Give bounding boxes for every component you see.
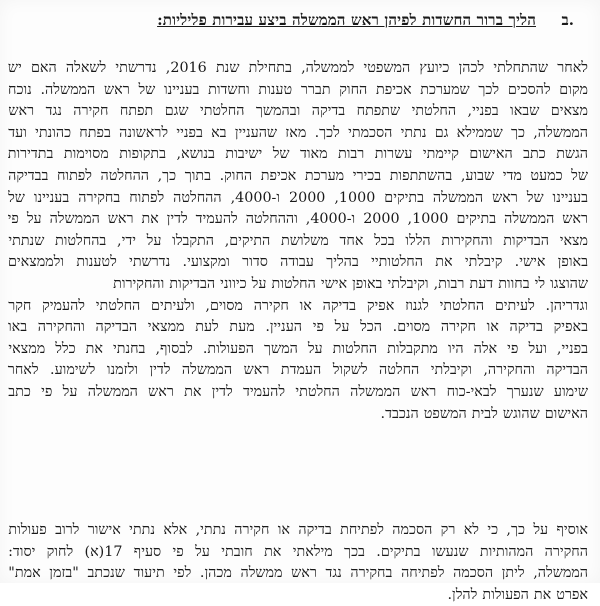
text-line: אפרט את הפעולות להלן. (447, 586, 588, 603)
section-heading (0, 9, 600, 35)
text-line: בפניי, ועל פי אלה היו מתקבלות החלטות על המשך הפעולות. לבסוף, בחנתי את כלל ממצאי (8, 340, 588, 357)
text-line: וגדריהן. לעיתים החלטתי לגנוז אפיק בדיקה או חקירה מסוים, ולעיתים החלטתי להעמיק חקר (8, 297, 588, 314)
text-line: האישום שהוגש לבית המשפט הנכבד. (380, 405, 588, 422)
text-line: מצאי הבדיקות והחקירות הללו בכל אחד משלושת התיקים, התקבלו על ידי, בהחלטות שנתתי (8, 232, 588, 249)
text-line: ראש הממשלה בתיקים 1000, 2000 ו-4000, וההחלטה להעמיד לדין את ראש הממשלה על פי (7, 211, 588, 228)
paragraph-followup (8, 520, 588, 606)
text-line: של כמעט מדי שבוע, בהשתתפות בכירי מערכת אכיפת החוק. בתוך כך, ההחלטה לפתוח בבדיקה (8, 167, 588, 184)
text-line: מקום להסכים לכך שמערכת אכיפת החוק תברר טענות וחשדות בעניינו של ראש הממשלה. נוכח (8, 81, 588, 98)
paragraph-main (8, 58, 588, 425)
section-letter: ב. (561, 11, 574, 29)
text-line: הממשלה, כך שממילא גם נתתי הסכמתי לכך. מאז שהעניין בא בפניי לראשונה בפתח כהונתי ועד (8, 124, 588, 141)
text-line: בעניינו של ראש הממשלה בתיקים 1000, 2000 ו-4000, ההחלטה לפתוח בחקירה בעניינו של (8, 189, 588, 206)
text-line: שימוע שנערך לבאי-כוח ראש הממשלה החלטתי להעמיד לדין את ראש הממשלה על פי כתב (8, 383, 588, 400)
text-line: לאחר שהתחלתי לכהן כיועץ המשפטי לממשלה, בתחילת שנת 2016, נדרשתי לשאלה האם יש (7, 60, 588, 76)
text-line: הבדיקה והחקירה, וקיבלתי החלטה לשקול העמדת ראש הממשלה לדין ולזמנו לשימוע. לאחר (7, 362, 588, 379)
text-line: החקירה המהותיות שנעשו בתיקים. בכך מילאתי את חובתי על פי סעיף 17(א) לחוק יסוד: (8, 543, 588, 560)
text-line: מצאים שבאו בפניי, החלטתי שתפתח בדיקה ובהמשך החלטתי שגם תפתח חקירה נגד ראש (8, 103, 588, 120)
text-line: הגשת כתב האישום קיימתי עשרות רבות מאוד של ישיבות בנושא, בתקופות מסוימות בתדירות (7, 146, 588, 163)
text-line: הממשלה, ליתן הסכמה לפתיחה בחקירה נגד ראש ממשלה מכהן. לפי תיעוד שנכתב "בזמן אמת" (8, 565, 588, 582)
text-line: אוסיף על כך, כי לא רק הסכמה לפתיחת בדיקה או חקירה נתתי, אלא נתתי אישור לרוב פעולות (8, 522, 588, 538)
section-title: הליך ברור החשדות לפיהן ראש הממשלה ביצע עבירות פליליות: (157, 11, 536, 29)
text-line: באופן אישי. קיבלתי את החלטותיי בהליך עבודה סדור ומקצועי. נדרשתי לטענות ולממצאים (7, 254, 588, 271)
text-line: שהוצגו לי בחוות דעת רבות, וקיבלתי באופן אישי החלטות על כיווני הבדיקות והחקירות (113, 275, 588, 292)
text-line: באפיק בדיקה או חקירה מסוים. הכל על פי העניין. מעת לעת ממצאי הבדיקה והחקירה באו (7, 319, 588, 336)
